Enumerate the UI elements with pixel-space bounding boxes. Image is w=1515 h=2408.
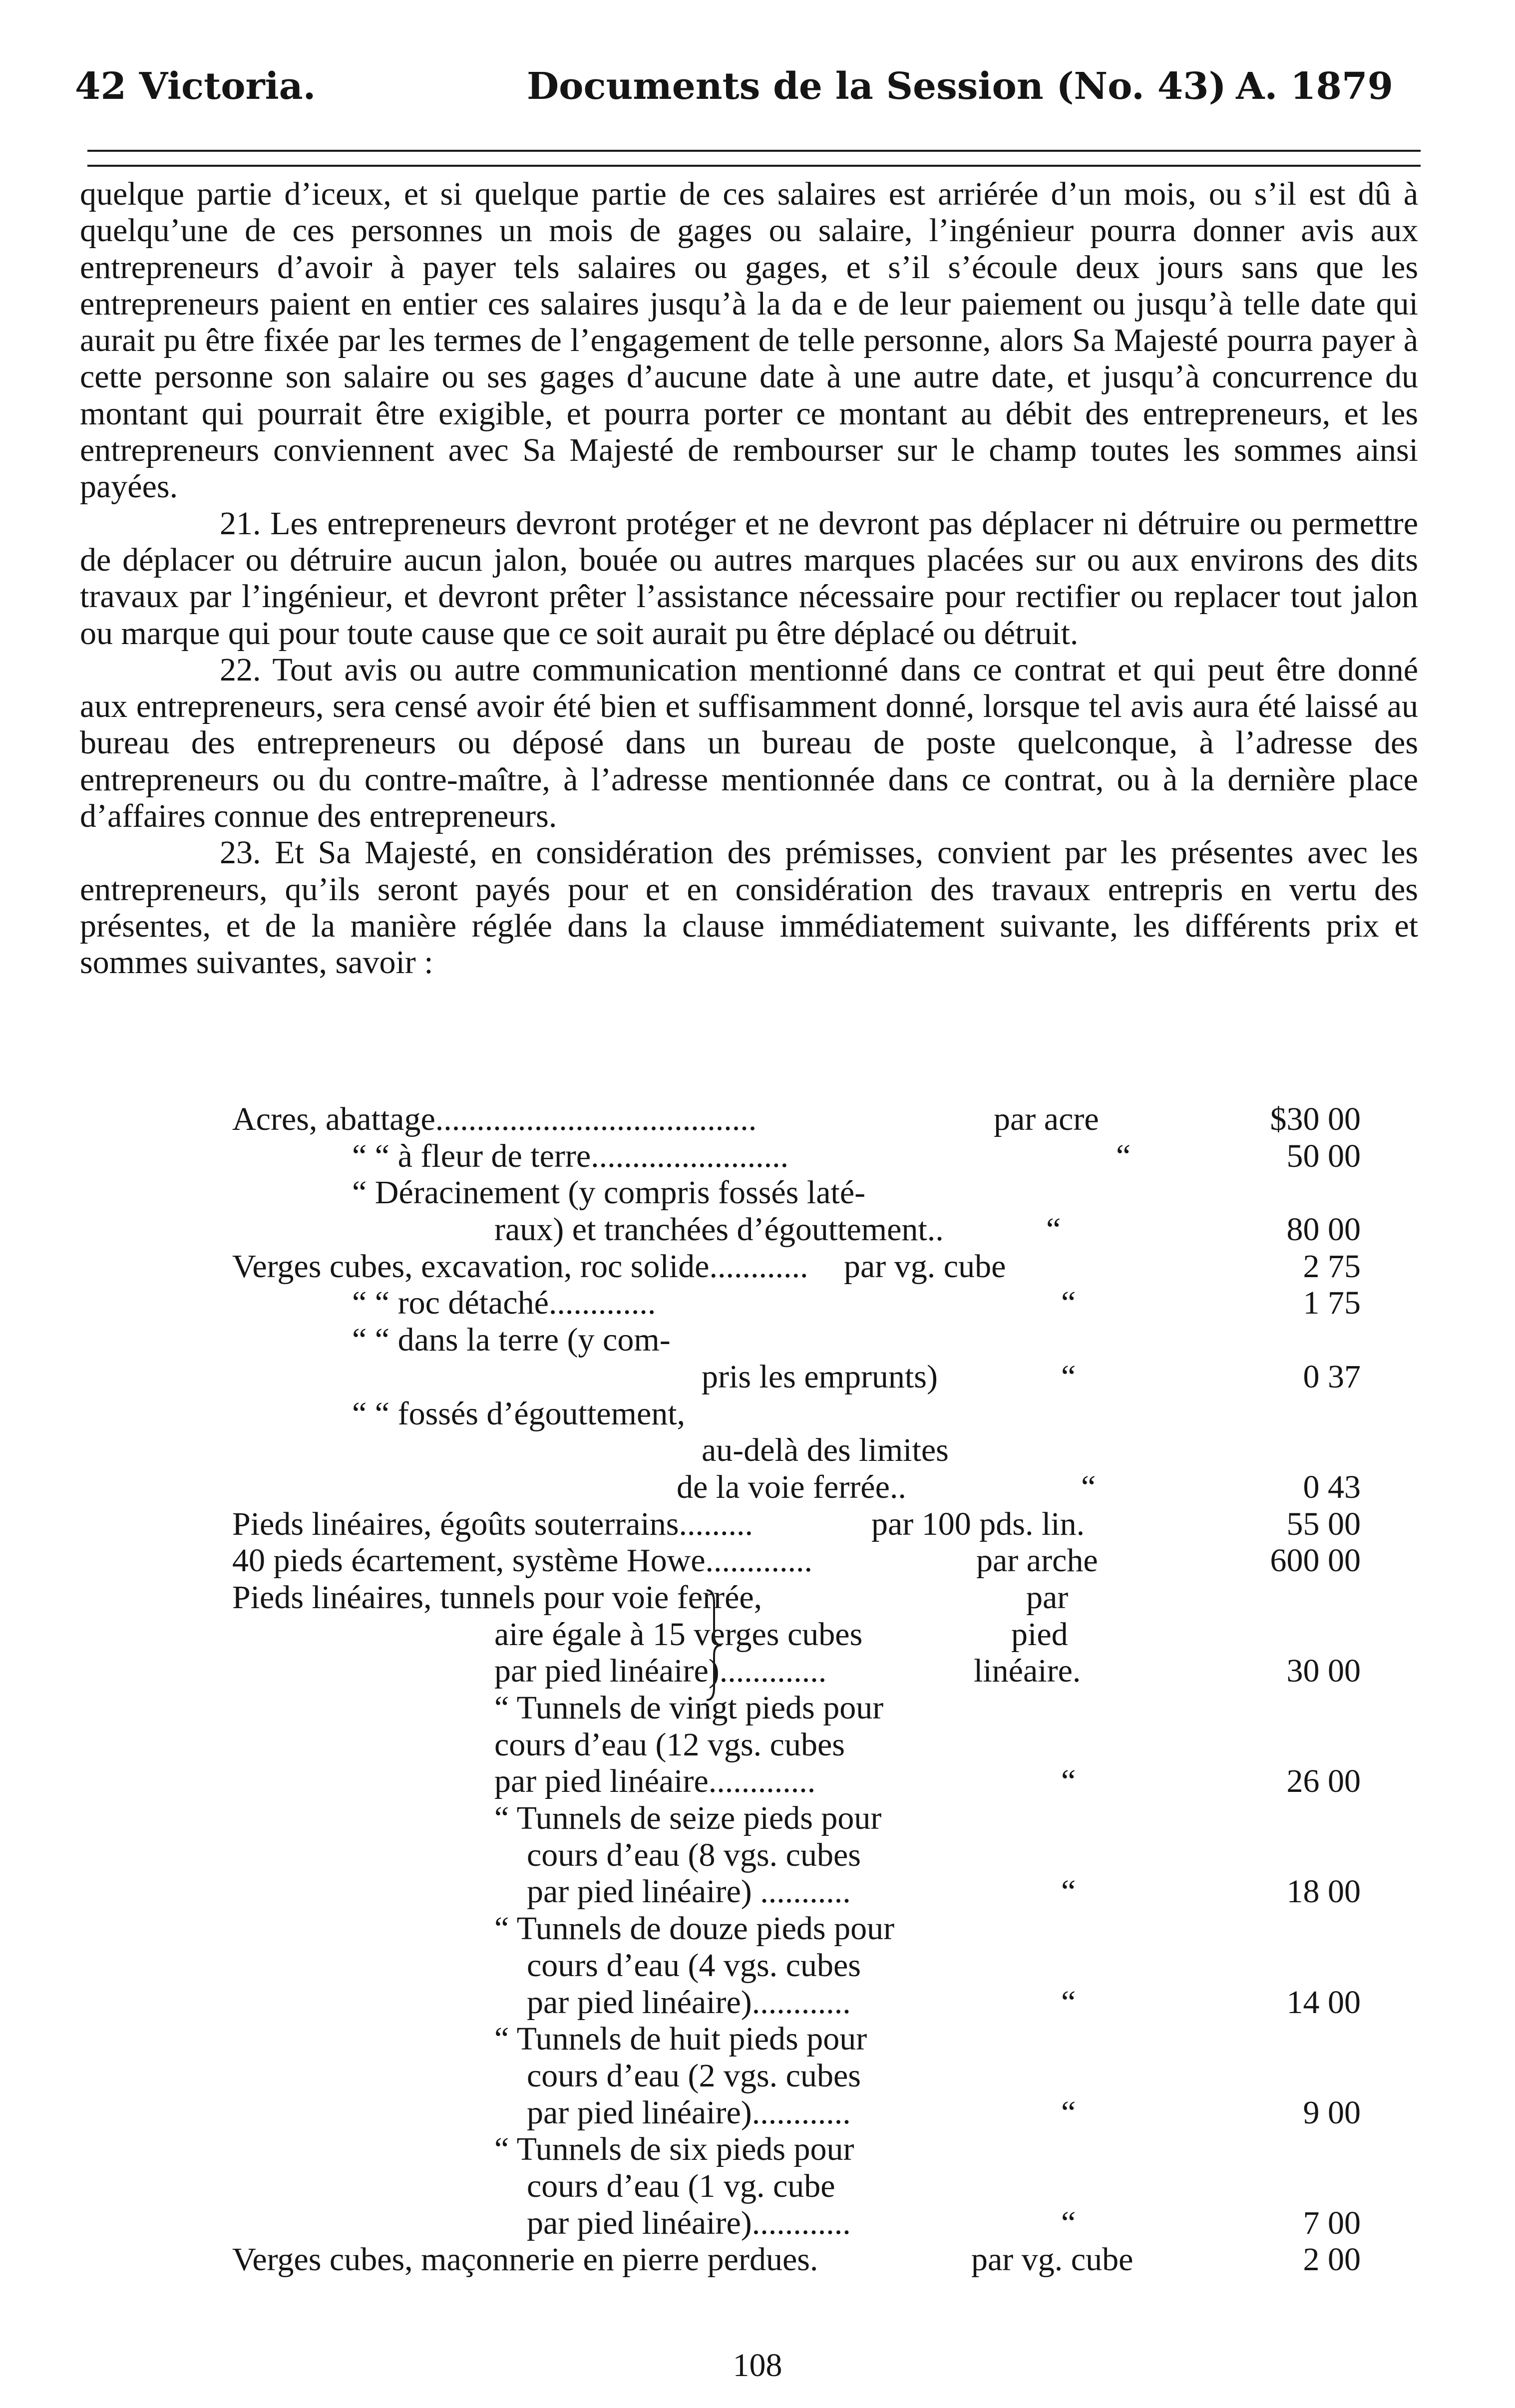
schedule-item-description: par pied linéaire............. bbox=[494, 1763, 816, 1800]
price-schedule bbox=[232, 1101, 1361, 2278]
header-volume: 42 Victoria. bbox=[75, 65, 316, 108]
schedule-item-unit: linéaire. bbox=[974, 1653, 1081, 1690]
schedule-item-price: 0 43 bbox=[1303, 1468, 1361, 1505]
schedule-item-description: par pied linéaire)............. bbox=[494, 1653, 827, 1690]
schedule-item-description: “ Tunnels de vingt pieds pour bbox=[494, 1690, 884, 1726]
schedule-item-description: “ Tunnels de six pieds pour bbox=[494, 2131, 854, 2168]
schedule-item-unit: par 100 pds. lin. bbox=[871, 1505, 1085, 1542]
schedule-row bbox=[232, 1690, 1361, 1726]
schedule-item-description: Verges cubes, excavation, roc solide............ bbox=[232, 1248, 808, 1285]
schedule-item-price: 26 00 bbox=[1286, 1763, 1361, 1800]
schedule-row bbox=[232, 2058, 1361, 2094]
schedule-row bbox=[232, 1653, 1361, 1690]
schedule-item-description: par pied linéaire)............ bbox=[527, 2204, 851, 2241]
schedule-row bbox=[232, 1542, 1361, 1579]
schedule-item-price: 18 00 bbox=[1286, 1873, 1361, 1910]
schedule-row bbox=[232, 1322, 1361, 1359]
schedule-row bbox=[232, 1174, 1361, 1211]
schedule-item-unit: “ bbox=[1061, 1358, 1076, 1395]
schedule-item-description: “ “ dans la terre (y com- bbox=[352, 1322, 671, 1359]
schedule-item-price: 30 00 bbox=[1286, 1653, 1361, 1690]
schedule-item-description: 40 pieds écartement, système Howe............. bbox=[232, 1542, 813, 1579]
schedule-item-price: 50 00 bbox=[1286, 1137, 1361, 1174]
schedule-row bbox=[232, 1395, 1361, 1432]
schedule-item-price: 9 00 bbox=[1303, 2094, 1361, 2131]
schedule-item-unit: “ bbox=[1046, 1211, 1061, 1248]
schedule-item-description: “ Déracinement (y compris fossés laté- bbox=[352, 1174, 866, 1211]
schedule-row bbox=[232, 1101, 1361, 1138]
schedule-item-description: Acres, abattage....................................... bbox=[232, 1101, 757, 1137]
schedule-item-price: 80 00 bbox=[1286, 1211, 1361, 1248]
schedule-item-description: “ Tunnels de seize pieds pour bbox=[494, 1800, 882, 1837]
header-year: A. 1879 bbox=[1236, 65, 1393, 108]
schedule-item-price: 7 00 bbox=[1303, 2204, 1361, 2241]
schedule-row bbox=[232, 2131, 1361, 2168]
schedule-row bbox=[232, 1763, 1361, 1800]
schedule-item-unit: par vg. cube bbox=[971, 2241, 1134, 2278]
schedule-item-unit: “ bbox=[1116, 1137, 1131, 1174]
schedule-row bbox=[232, 2021, 1361, 2058]
schedule-item-description: aire égale à 15 verges cubes bbox=[494, 1616, 863, 1653]
schedule-item-description: Pieds linéaires, égoûts souterrains......... bbox=[232, 1505, 753, 1542]
schedule-row bbox=[232, 1947, 1361, 1984]
schedule-item-price: 14 00 bbox=[1286, 1984, 1361, 2021]
schedule-item-price: $30 00 bbox=[1270, 1101, 1361, 1137]
schedule-row bbox=[232, 1910, 1361, 1947]
schedule-row bbox=[232, 1432, 1361, 1469]
schedule-item-description: cours d’eau (4 vgs. cubes bbox=[527, 1947, 861, 1984]
schedule-item-price: 55 00 bbox=[1286, 1505, 1361, 1542]
schedule-item-unit: par bbox=[1026, 1579, 1069, 1616]
schedule-item-unit: par vg. cube bbox=[844, 1248, 1006, 1285]
schedule-item-price: 600 00 bbox=[1270, 1542, 1361, 1579]
schedule-item-unit: “ bbox=[1061, 1285, 1076, 1322]
schedule-row bbox=[232, 1579, 1361, 1616]
schedule-row bbox=[232, 1616, 1361, 1653]
page-header bbox=[75, 65, 1393, 120]
schedule-item-description: “ “ roc détaché............. bbox=[352, 1285, 656, 1322]
header-rule-top bbox=[87, 150, 1421, 152]
schedule-item-unit: par acre bbox=[994, 1101, 1099, 1137]
schedule-item-description: cours d’eau (2 vgs. cubes bbox=[527, 2057, 861, 2094]
header-rule-bottom bbox=[87, 165, 1421, 167]
schedule-item-description: par pied linéaire)............ bbox=[527, 1984, 851, 2021]
schedule-item-unit: “ bbox=[1061, 1763, 1076, 1800]
schedule-item-price: 1 75 bbox=[1303, 1285, 1361, 1322]
schedule-item-description: par pied linéaire)............ bbox=[527, 2094, 851, 2131]
schedule-item-description: “ “ fossés d’égouttement, bbox=[352, 1395, 686, 1432]
schedule-row bbox=[232, 2168, 1361, 2205]
schedule-item-unit: “ bbox=[1061, 1984, 1076, 2021]
paragraph-21: 21. Les entrepreneurs devront protéger et ne devront pas déplacer ni détruire ou permettre de déplacer ou détruire aucun jalon, bouée ou autres marques placées sur ou aux environs des dits travaux par l’ingénieur, et devront prêter l’assistance nécessaire pour rectifier ou replacer tout jalon ou marque qui pour toute cause que ce soit aurait pu être déplacé ou détruit. bbox=[80, 505, 1418, 652]
page-number: 108 bbox=[733, 2347, 782, 2384]
schedule-row bbox=[232, 1469, 1361, 1506]
paragraph-23: 23. Et Sa Majesté, en considération des prémisses, convient par les présentes avec les entrepreneurs, qu’ils seront payés pour et en considération des travaux entrepris en vertu des présentes, et de la manière réglée dans la clause immédiatement suivante, les différents prix et sommes suivantes, savoir : bbox=[80, 834, 1418, 981]
schedule-item-description: “ “ à fleur de terre........................ bbox=[352, 1137, 789, 1174]
schedule-item-price: 2 00 bbox=[1303, 2241, 1361, 2278]
paragraph-22: 22. Tout avis ou autre communication mentionné dans ce contrat et qui peut être donné aux entrepreneurs, sera censé avoir été bien et suffisamment donné, lorsque tel avis aura été laissé au bureau des entrepreneurs ou déposé dans un bureau de poste quelconque, à l’adresse des entrepreneurs ou du contre-maître, à l’adresse mentionnée dans ce contrat, ou à la dernière place d’affaires connue des entrepreneurs. bbox=[80, 651, 1418, 835]
schedule-item-description: Pieds linéaires, tunnels pour voie ferrée, bbox=[232, 1579, 762, 1616]
schedule-item-description: “ Tunnels de huit pieds pour bbox=[494, 2021, 867, 2058]
schedule-item-description: cours d’eau (1 vg. cube bbox=[527, 2167, 835, 2204]
schedule-item-unit: “ bbox=[1061, 2094, 1076, 2131]
schedule-row bbox=[232, 1138, 1361, 1175]
brace-mark bbox=[704, 1588, 724, 1703]
schedule-item-unit: “ bbox=[1061, 1873, 1076, 1910]
schedule-item-description: cours d’eau (8 vgs. cubes bbox=[527, 1836, 861, 1873]
schedule-row bbox=[232, 1984, 1361, 2021]
body-text bbox=[80, 176, 1418, 981]
schedule-row bbox=[232, 1211, 1361, 1248]
schedule-row bbox=[232, 2094, 1361, 2131]
schedule-item-description: raux) et tranchées d’égouttement.. bbox=[494, 1211, 944, 1248]
schedule-item-description: de la voie ferrée.. bbox=[677, 1468, 906, 1505]
schedule-item-unit: “ bbox=[1081, 1468, 1096, 1505]
schedule-item-price: 0 37 bbox=[1303, 1358, 1361, 1395]
schedule-row bbox=[232, 1506, 1361, 1543]
schedule-item-description: Verges cubes, maçonnerie en pierre perdues. bbox=[232, 2241, 818, 2278]
header-title: Documents de la Session (No. 43) bbox=[527, 65, 1226, 108]
schedule-item-unit: pied bbox=[1011, 1616, 1068, 1653]
schedule-row bbox=[232, 1285, 1361, 1322]
schedule-item-description: cours d’eau (12 vgs. cubes bbox=[494, 1726, 845, 1763]
schedule-row bbox=[232, 1873, 1361, 1910]
schedule-item-unit: “ bbox=[1061, 2204, 1076, 2241]
schedule-item-description: par pied linéaire) ........... bbox=[527, 1873, 851, 1910]
schedule-row bbox=[232, 1837, 1361, 1874]
schedule-row bbox=[232, 2241, 1361, 2278]
schedule-row bbox=[232, 1726, 1361, 1763]
schedule-item-unit: par arche bbox=[976, 1542, 1098, 1579]
schedule-row bbox=[232, 1800, 1361, 1837]
schedule-row bbox=[232, 1248, 1361, 1285]
paragraph-continuation: quelque partie d’iceux, et si quelque partie de ces salaires est arriérée d’un mois, ou s’il est dû à quelqu’une de ces personnes un mois de gages ou salaire, l’ingénieur pourra donner avis aux entrepreneurs d’avoir à payer tels salaires ou gages, et s’il s’écoule deux jours sans que les entrepreneurs paient en entier ces salaires jusqu’à la da e de leur paiement ou jusqu’à telle date qui aurait pu être fixée par les termes de l’engagement de telle personne, alors Sa Majesté pourra payer à cette personne son salaire ou ses gages d’aucune date à une autre date, et jusqu’à concurrence du montant qui pourrait être exigible, et pourra porter ce montant au débit des entrepreneurs, et les entrepreneurs conviennent avec Sa Majesté de rembourser sur le champ toutes les sommes ainsi payées. bbox=[80, 176, 1418, 505]
schedule-row bbox=[232, 2205, 1361, 2242]
schedule-item-description: pris les emprunts) bbox=[702, 1358, 938, 1395]
schedule-item-price: 2 75 bbox=[1303, 1248, 1361, 1285]
schedule-item-description: “ Tunnels de douze pieds pour bbox=[494, 1910, 895, 1947]
brace-icon bbox=[704, 1588, 724, 1703]
schedule-item-description: au-delà des limites bbox=[702, 1432, 949, 1469]
schedule-row bbox=[232, 1359, 1361, 1395]
